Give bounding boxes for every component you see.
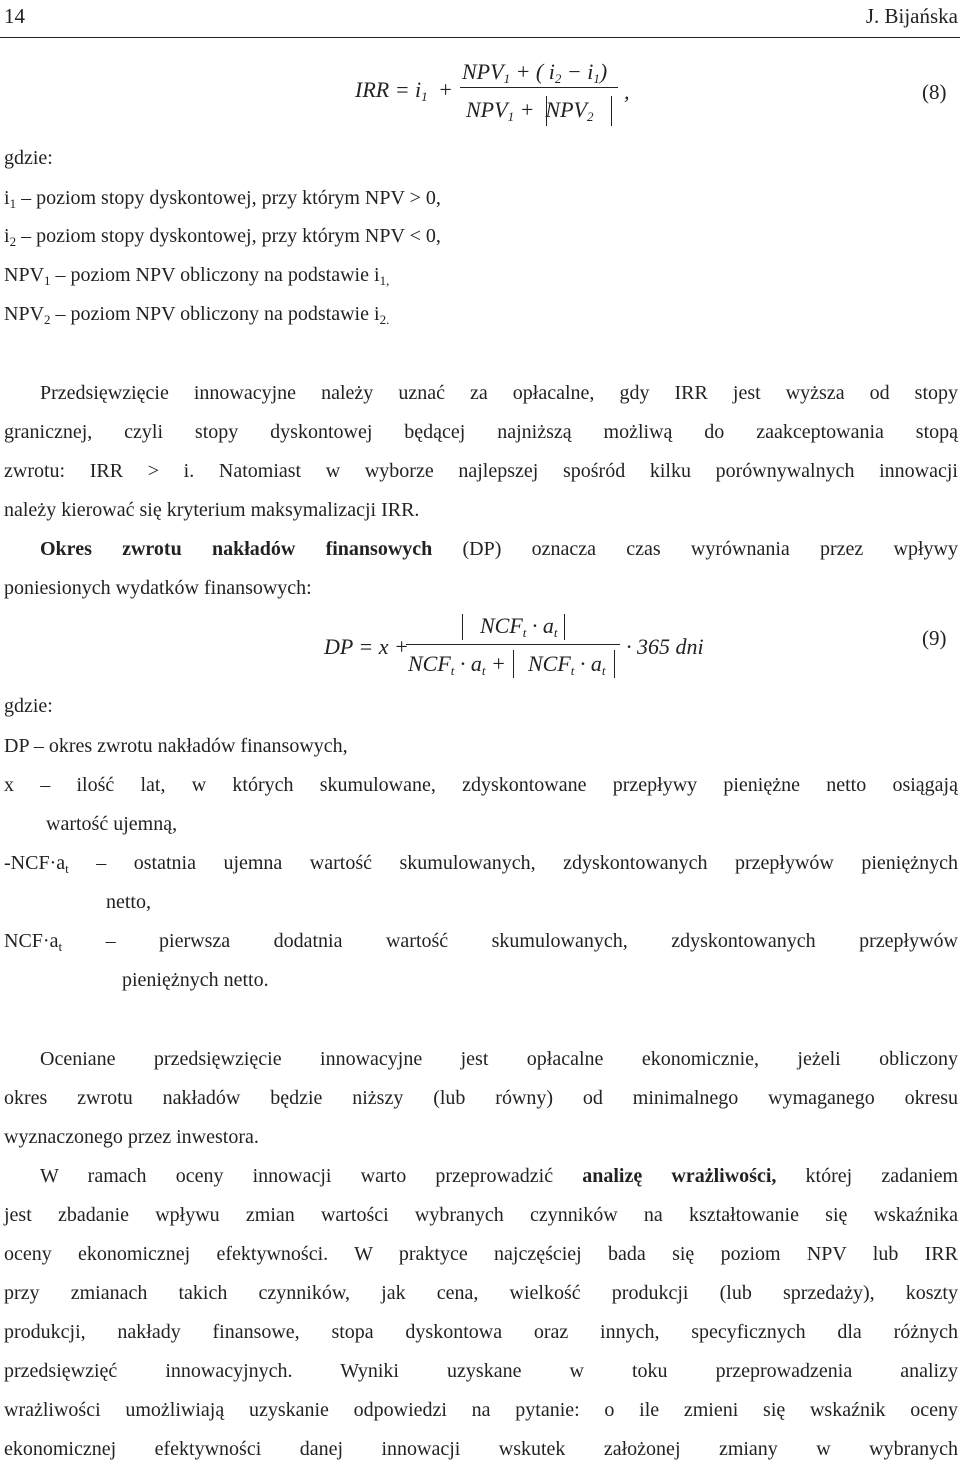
eq9-fraction-bar [406,644,620,645]
defs9-x-cont: wartość ujemną, [46,813,178,835]
running-author: J. Bijańska [865,4,958,28]
defs9-ncf-neg-cont: netto, [106,891,151,913]
text-line: wrażliwości umożliwiają uzyskanie odpowiedzi na pytanie: o ile zmieni się wskaźnik oceny [4,1399,958,1421]
defs9-x: x – ilość lat, w których skumulowane, zdyskontowane przepływy pieniężne netto osiągają [4,774,958,796]
eq9-abs [513,650,514,678]
text-line: Przedsięwzięcie innowacyjne należy uznać za opłacalne, gdy IRR jest wyższa od stopy [40,382,958,404]
eq9-denominator-b: $NCF_t \cdot a_t$ [528,651,606,678]
text-line: jest zbadanie wpływu zmian wartości wybranych czynników na kształtowanie się wskaźnika [4,1204,958,1226]
defs8-intro: gdzie: [4,147,53,169]
page-number: 14 [4,4,25,28]
eq8-fraction-bar [460,87,618,88]
text-line: Okres zwrotu nakładów finansowych (DP) oznacza czas wyrównania przez wpływy [40,538,958,560]
defs9-ncf-pos: $NCF\cdot a_t$ – pierwsza dodatnia wartość skumulowanych, zdyskontowanych przepływów [4,930,958,954]
defs8-i1: $i_1$ – poziom stopy dyskontowej, przy którym NPV > 0, [4,187,441,211]
eq8-abs-left [546,96,547,126]
text-line: poniesionych wydatków finansowych: [4,577,312,599]
page-header [0,0,960,40]
defs9-ncf-pos-cont: pieniężnych netto. [122,969,269,991]
text-line: zwrotu: IRR > i. Natomiast w wyborze najlepszej spośród kilku porównywalnych innowacji [4,460,958,482]
eq9-lhs: DP = x + [324,634,409,659]
defs8-npv2: $NPV_2$ – poziom NPV obliczony na podstawie $i_{2.}$ [4,303,390,327]
eq8-plus: + [438,77,453,102]
eq9-denominator: $NCF_t \cdot a_t$ + [408,651,506,678]
eq8-number: (8) [922,80,947,104]
text-line: W ramach oceny innowacji warto przeprowadzić analizę wrażliwości, której zadaniem [40,1165,958,1187]
text-line: należy kierować się kryterium maksymalizacji IRR. [4,499,420,521]
defs9-ncf-neg: $-NCF\cdot a_t$ – ostatnia ujemna wartość skumulowanych, zdyskontowanych przepływów pieniężnych [4,852,958,876]
text-line: Oceniane przedsięwzięcie innowacyjne jest opłacalne ekonomicznie, jeżeli obliczony [40,1048,958,1070]
defs8-i2: $i_2$ – poziom stopy dyskontowej, przy którym NPV < 0, [4,225,441,249]
text-line: przedsięwzięć innowacyjnych. Wyniki uzyskane w toku przeprowadzenia analizy [4,1360,958,1382]
eq8-lhs: IRR = $i_1$ [355,77,428,104]
header-rule [0,37,960,38]
eq8-numerator: $NPV_1$ + ( $i_2 - i_1$) [462,59,608,86]
eq9-tail: · 365 dni [626,634,704,659]
text-line: produkcji, nakłady finansowe, stopa dyskontowa oraz innych, specyficznych dla różnych [4,1321,958,1343]
eq9-number: (9) [922,626,947,650]
text-line: ekonomicznej efektywności danej innowacji wskutek założonej zmiany w wybranych [4,1438,958,1460]
eq9-abs [462,614,463,640]
eq9-abs [614,650,615,678]
defs9-dp: DP – okres zwrotu nakładów finansowych, [4,735,348,757]
eq9-abs [564,614,565,640]
text-line: wyznaczonego przez inwestora. [4,1126,259,1148]
text-line: oceny ekonomicznej efektywności. W praktyce najczęściej bada się poziom NPV lub IRR [4,1243,958,1265]
eq8-denominator: $NPV_1 + NPV_2$ [466,97,594,124]
eq8-comma: , [624,79,630,104]
eq9-numerator: $NCF_t \cdot a_t$ [480,613,558,640]
defs8-npv1: $NPV_1$ – poziom NPV obliczony na podstawie $i_{1,}$ [4,264,390,288]
defs9-intro: gdzie: [4,695,53,717]
text-line: okres zwrotu nakładów będzie niższy (lub równy) od minimalnego wymaganego okresu [4,1087,958,1109]
text-line: przy zmianach takich czynników, jak cena, wielkość produkcji (lub sprzedaży), koszty [4,1282,958,1304]
text-line: granicznej, czyli stopy dyskontowej będącej najniższą możliwą do zaakceptowania stopą [4,421,958,443]
eq8-abs-right [611,96,612,126]
